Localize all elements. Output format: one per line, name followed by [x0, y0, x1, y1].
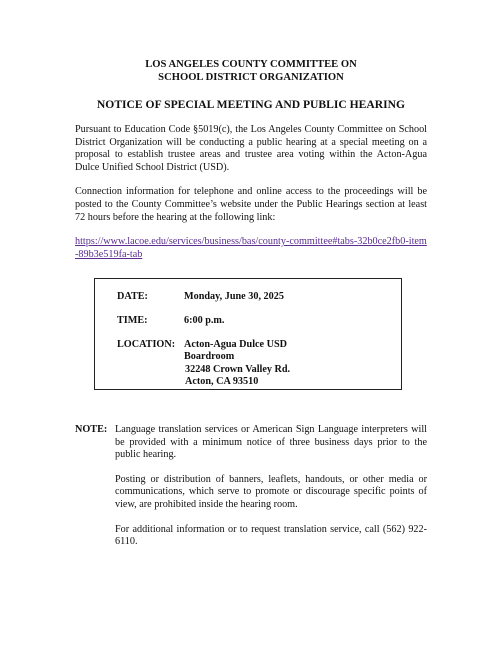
committee-website-link[interactable]: https://www.lacoe.edu/services/business/bas/county-committee#tabs-32b0ce2fb0-item-89b3e519fa-tab	[75, 236, 427, 260]
date-label: DATE:	[117, 291, 148, 302]
meeting-details-box	[94, 278, 402, 390]
note-label: NOTE:	[75, 424, 108, 435]
org-title-line-1: LOS ANGELES COUNTY COMMITTEE ON	[145, 59, 357, 70]
location-line-2: Boardroom	[184, 351, 235, 363]
location-line-1: Acton-Agua Dulce USD	[184, 339, 288, 350]
note-translation-paragraph: Language translation services or American Sign Language interpreters will be provided with a minimum notice of three business days prior to the public hearing.	[115, 424, 427, 461]
time-value: 6:00 p.m.	[184, 315, 225, 326]
location-line-4: Acton, CA 93510	[185, 376, 259, 388]
connection-paragraph: Connection information for telephone and online access to the proceedings will be posted to the County Committee’s website under the Public Hearings section at least 72 hours before the hearing at the following link:	[75, 186, 427, 223]
intro-paragraph: Pursuant to Education Code §5019(c), the Los Angeles County Committee on School District Organization will be conducting a public hearing at a special meeting on a proposal to establish trustee areas and trustee area voting within the Acton-Agua Dulce Unified School District (USD).	[75, 124, 427, 173]
org-title-line-2: SCHOOL DISTRICT ORGANIZATION	[158, 72, 344, 83]
location-line-3: 32248 Crown Valley Rd.	[185, 363, 291, 375]
location-value	[184, 339, 384, 389]
note-contact-paragraph: For additional information or to request translation service, call (562) 922-6110.	[115, 523, 427, 548]
notice-title: NOTICE OF SPECIAL MEETING AND PUBLIC HEARING	[96, 98, 406, 111]
note-section	[75, 424, 427, 561]
time-label: TIME:	[117, 315, 148, 326]
date-value: Monday, June 30, 2025	[184, 291, 284, 302]
note-posting-paragraph: Posting or distribution of banners, leaflets, handouts, or other media or communications, which serve to promote or discourage specific points of view, are prohibited inside the hearing room.	[115, 473, 427, 510]
note-body	[115, 424, 427, 549]
notice-document	[75, 58, 427, 261]
location-label: LOCATION:	[117, 339, 176, 350]
